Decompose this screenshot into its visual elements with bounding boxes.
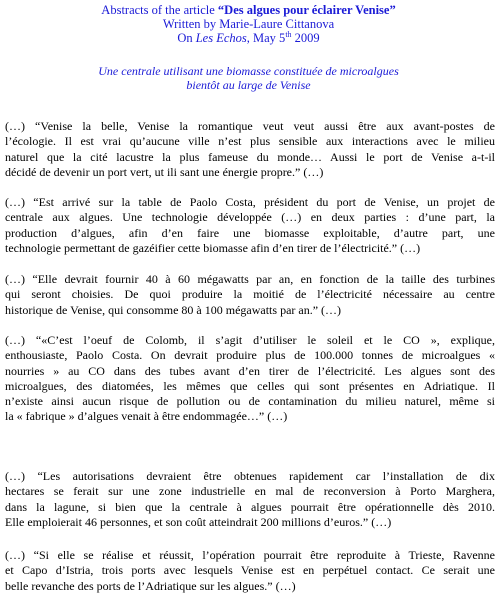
paragraph-line: décidé de devenir un port vert, ut ili sant une énergie propre.” (…) bbox=[5, 164, 324, 179]
date-ordinal: th bbox=[285, 29, 292, 39]
paragraph-line: (…) “Si elle se réalise et réussit, l’opération pourrait être reproduite à Trieste, Ravenne bbox=[5, 548, 495, 562]
paragraph-line: belle revanche des ports de l’Adriatique sur les algues.” (…) bbox=[5, 578, 296, 593]
paragraph-line: Elle emploierait 46 personnes, et son coût atteindrait 200 millions d’euros.” (…) bbox=[5, 514, 392, 529]
paragraph-line: enthousiaste, Paolo Costa. On devrait produire plus de 100.000 tonnes de microalgues « bbox=[5, 348, 495, 363]
source-line bbox=[0, 31, 497, 45]
paragraph-line: (…) “Venise la belle, Venise la romantique veut veut aussi être aux avant-postes de bbox=[5, 119, 495, 133]
paragraph-6 bbox=[5, 548, 495, 594]
paragraph-line: la « fabrique » d’algues venait à être endommagée…” (…) bbox=[5, 409, 288, 424]
paragraph-line: dans la lagune, si bien que la centrale à algues pourrait être opérationnelle dès 2010. bbox=[5, 499, 495, 514]
source-name: Les Echos bbox=[195, 31, 247, 45]
source-prefix: On bbox=[177, 31, 196, 45]
paragraph-line: (…) “«C’est l’oeuf de Colomb, il s’agit d’utiliser le soleil et le CO », explique, bbox=[5, 333, 495, 347]
paragraph-3 bbox=[5, 272, 495, 318]
paragraph-5 bbox=[5, 469, 495, 530]
article-title: “Des algues pour éclairer Venise” bbox=[217, 3, 396, 17]
paragraph-line: (…) “Elle devrait fournir 40 à 60 mégawatts par an, en fonction de la taille des turbines bbox=[5, 272, 495, 286]
source-date: , May 5 bbox=[246, 31, 286, 45]
heading-prefix: Abstracts of the article bbox=[101, 3, 218, 17]
paragraph-4 bbox=[5, 333, 495, 425]
paragraph-line: (…) “Est arrivé sur la table de Paolo Costa, président du port de Venise, un projet de bbox=[5, 195, 495, 209]
subtitle-line-1: Une centrale utilisant une biomasse constituée de microalgues bbox=[98, 64, 399, 78]
paragraph-line: qui seront choisies. De quoi produire la moitié de l’électricité nécessaire au centre bbox=[5, 287, 495, 302]
paragraph-line: et Capo d’Istria, trois ports avec lesquels Venise est en perpétuel contact. Ce serait une bbox=[5, 563, 495, 578]
source-year: 2009 bbox=[291, 31, 320, 45]
paragraph-line: (…) “Les autorisations devraient être obtenues rapidement car l’installation de dix bbox=[5, 469, 495, 483]
paragraph-line: naturel que la cité lacustre la plus fameuse du monde… Aussi le port de Venise a-t-il bbox=[5, 149, 495, 164]
paragraph-line: microalgues, des diatomées, les mêmes que celles qui sont présentes en Adriatique. Il bbox=[5, 378, 495, 393]
paragraph-line: production d’algues, afin d’en faire une biomasse exploitable, d’autre part, une bbox=[5, 225, 495, 240]
paragraph-line: technologie permettant de gazéifier cette biomasse afin d’en tirer de l’électricité.” (…) bbox=[5, 240, 421, 255]
paragraph-2 bbox=[5, 195, 495, 256]
author-line: Written by Marie-Laure Cittanova bbox=[162, 17, 335, 31]
paragraph-line: l’écologie. Il est vrai qu’aucune ville n’est plus sensible aux interactions avec le milieu bbox=[5, 134, 495, 149]
paragraph-line: nourries » au CO dans des tubes avant d’en tirer de l’électricité. Les algues sont des bbox=[5, 363, 495, 378]
article-heading bbox=[0, 3, 497, 17]
paragraph-line: historique de Venise, qui consomme 80 à 100 mégawatts par an.” (…) bbox=[5, 302, 342, 317]
paragraph-line: hectares se ferait sur une zone industrielle en mal de reconversion à Porto Marghera, bbox=[5, 484, 495, 499]
paragraph-line: centrale aux algues. Une technologie développée (…) en deux parties : d’une part, la bbox=[5, 210, 495, 225]
subtitle-line-2: bientôt au large de Venise bbox=[186, 78, 311, 92]
paragraph-1 bbox=[5, 119, 495, 180]
paragraph-line: n’existe ainsi aucun risque de pollution ou de contamination du milieu naturel, même si bbox=[5, 394, 495, 409]
